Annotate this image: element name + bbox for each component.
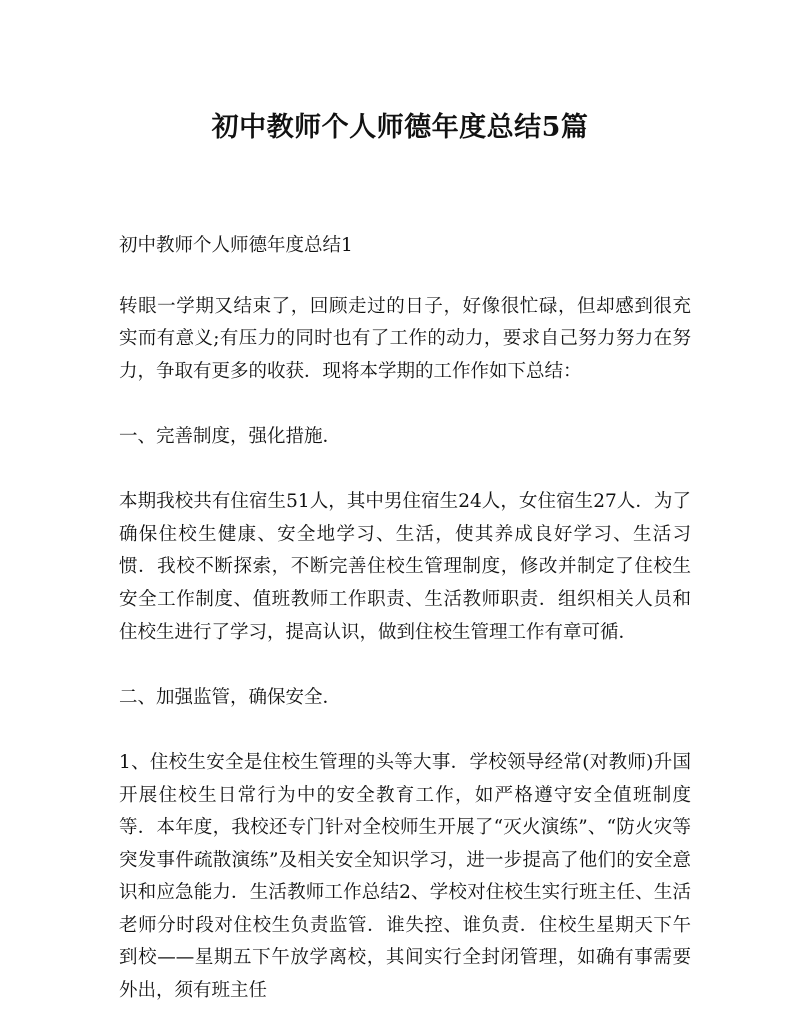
paragraph-residents: 本期我校共有住宿生51人，其中男住宿生24人，女住宿生27人．为了确保住校生健康、安全地学习、生活，使其养成良好学习、生活习惯．我校不断探索，不断完善住校生管理制度，修改并制定了住校生安全工作制度、值班教师工作职责、生活教师职责．组织相关人员和住校生进行了学习，提高认识，做到住校生管理工作有章可循． bbox=[119, 491, 691, 643]
section-title: 初中教师个人师德年度总结1 bbox=[119, 235, 353, 256]
paragraph-intro: 转眼一学期又结束了，回顾走过的日子，好像很忙碌，但却感到很充实而有意义;有压力的同时也有了工作的动力，要求自己努力努力在努力，争取有更多的收获．现将本学期的工作作如下总结： bbox=[119, 295, 691, 382]
document-title: 初中教师个人师德年度总结5篇 bbox=[211, 112, 589, 143]
paragraph-heading-2: 二、加强监管，确保安全． bbox=[119, 686, 342, 708]
paragraph-heading-1: 一、完善制度，强化措施． bbox=[119, 425, 342, 447]
paragraph-safety: 1、住校生安全是住校生管理的头等大事．学校领导经常(对教师)升国开展住校生日常行为中的安全教育工作，如严格遵守安全值班制度等．本年度，我校还专门针对全校师生开展了“灭火演练”、“防火灾等突发事件疏散演练”及相关安全知识学习，进一步提高了他们的安全意识和应急能力．生活教师工作总结2、学校对住校生实行班主任、生活老师分时段对住校生负责监管．谁失控、谁负责．住校生星期天下午到校——星期五下午放学离校，其间实行全封闭管理，如确有事需要外出，须有班主任 bbox=[119, 751, 691, 1002]
document-body bbox=[119, 230, 691, 1008]
